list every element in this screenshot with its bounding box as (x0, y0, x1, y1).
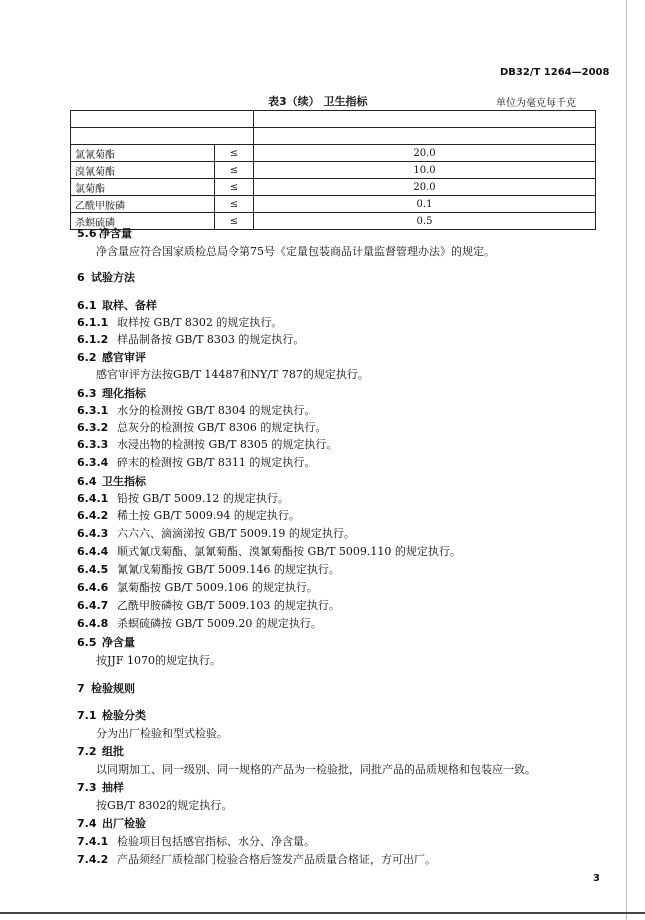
clause: 7.4.1 检验项目包括感官指标、水分、净含量。 (77, 835, 315, 848)
clause: 6.4.3 六六六、滴滴涕按 GB/T 5009.19 的规定执行。 (77, 527, 355, 540)
limit-value: 20.0 (254, 179, 596, 196)
paragraph: 分为出厂检验和型式检验。 (96, 727, 228, 740)
section-heading: 6.1 取样、备样 (77, 299, 157, 312)
limit-symbol: ≤ (215, 179, 254, 196)
paragraph: 按GB/T 8302的规定执行。 (96, 799, 233, 812)
paragraph: 按JJF 1070的规定执行。 (96, 654, 221, 667)
limit-value: 10.0 (254, 162, 596, 179)
chapter-heading: 6 试验方法 (77, 271, 135, 284)
clause: 6.4.5 氰氰戊菊酯按 GB/T 5009.146 的规定执行。 (77, 563, 340, 576)
clause: 7.4.2 产品须经厂质检部门检验合格后签发产品质量合格证，方可出厂。 (77, 853, 436, 866)
table-head-cell (71, 111, 254, 128)
clause: 6.4.2 稀土按 GB/T 5009.94 的规定执行。 (77, 509, 300, 522)
table-caption: 表3（续） 卫生指标 (268, 95, 368, 108)
table-row (71, 162, 596, 179)
limit-symbol: ≤ (215, 196, 254, 213)
table-head-row (71, 128, 596, 145)
limit-value: 0.1 (254, 196, 596, 213)
paragraph: 感官审评方法按GB/T 14487和NY/T 787的规定执行。 (96, 368, 369, 381)
chapter-heading: 7 检验规则 (77, 682, 135, 695)
clause: 6.4.6 氯菊酯按 GB/T 5009.106 的规定执行。 (77, 581, 318, 594)
table-head-row (71, 111, 596, 128)
item-name: 杀螟硫磷 (71, 213, 215, 230)
clause: 6.3.4 碎末的检测按 GB/T 8311 的规定执行。 (77, 456, 316, 469)
bottom-rule (0, 912, 645, 914)
limit-value: 0.5 (254, 213, 596, 230)
item-name: 乙酰甲胺磷 (71, 196, 215, 213)
section-heading: 7.1 检验分类 (77, 709, 146, 722)
section-heading: 7.3 抽样 (77, 781, 124, 794)
clause: 6.4.4 顺式氰戊菊酯、氯氰菊酯、溴氰菊酯按 GB/T 5009.110 的规定执行。 (77, 545, 461, 558)
limit-symbol: ≤ (215, 213, 254, 230)
table-row (71, 213, 596, 230)
clause: 6.3.1 水分的检测按 GB/T 8304 的规定执行。 (77, 404, 316, 417)
section-heading: 6.2 感官审评 (77, 351, 146, 364)
table-head-cell (71, 128, 254, 145)
limit-symbol: ≤ (215, 162, 254, 179)
table-head-cell (254, 128, 596, 145)
section-heading: 6.4 卫生指标 (77, 475, 146, 488)
paragraph: 以同期加工、同一级别、同一规格的产品为一检验批，同批产品的品质规格和包装应一致。 (96, 763, 536, 776)
limit-symbol: ≤ (215, 145, 254, 162)
section-heading: 7.2 组批 (77, 745, 124, 758)
hygiene-table (70, 110, 596, 230)
clause: 6.1.1 取样按 GB/T 8302 的规定执行。 (77, 316, 283, 329)
doc-code: DB32/T 1264—2008 (500, 67, 610, 78)
table-row (71, 196, 596, 213)
clause: 6.3.3 水浸出物的检测按 GB/T 8305 的规定执行。 (77, 438, 338, 451)
table-row (71, 179, 596, 196)
table-head-cell (254, 111, 596, 128)
clause: 6.4.1 铅按 GB/T 5009.12 的规定执行。 (77, 492, 289, 505)
section-heading: 5.6 净含量 (77, 227, 132, 240)
clause: 6.4.7 乙酰甲胺磷按 GB/T 5009.103 的规定执行。 (77, 599, 340, 612)
paragraph: 净含量应符合国家质检总局令第75号《定量包装商品计量监督管理办法》的规定。 (96, 245, 495, 258)
page-number: 3 (593, 873, 600, 884)
page-edge-shadow (626, 0, 627, 920)
section-heading: 6.3 理化指标 (77, 387, 146, 400)
clause: 6.3.2 总灰分的检测按 GB/T 8306 的规定执行。 (77, 421, 327, 434)
limit-value: 20.0 (254, 145, 596, 162)
table-row (71, 145, 596, 162)
clause: 6.4.8 杀螟硫磷按 GB/T 5009.20 的规定执行。 (77, 617, 322, 630)
table-unit: 单位为毫克每千克 (496, 98, 576, 109)
item-name: 溴氰菊酯 (71, 162, 215, 179)
section-heading: 6.5 净含量 (77, 636, 135, 649)
clause: 6.1.2 样品制备按 GB/T 8303 的规定执行。 (77, 333, 305, 346)
section-heading: 7.4 出厂检验 (77, 817, 146, 830)
item-name: 氯菊酯 (71, 179, 215, 196)
item-name: 氯氰菊酯 (71, 145, 215, 162)
